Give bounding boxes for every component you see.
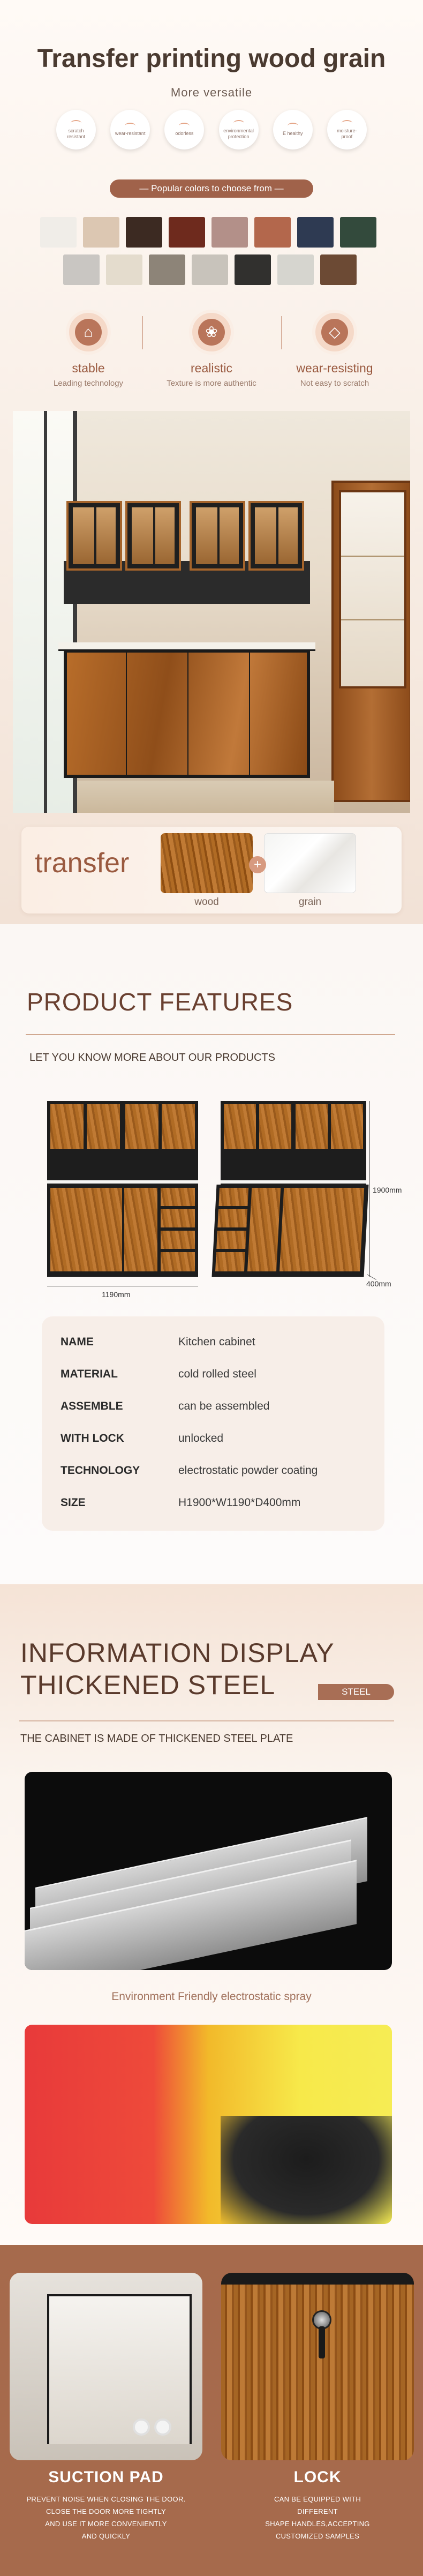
section-title	[20, 1637, 335, 1701]
key-icon	[319, 2326, 325, 2358]
divider	[142, 316, 143, 349]
lock-photo	[221, 2273, 414, 2460]
popular-colors-pill: — Popular colors to choose from —	[110, 179, 313, 198]
suction-pad	[154, 2418, 171, 2436]
spec-table	[42, 1316, 384, 1531]
cabinet-counter-left	[47, 1180, 198, 1185]
leaf-icon: ❀	[189, 310, 234, 355]
information-section	[0, 1584, 423, 2245]
divider	[26, 1034, 395, 1035]
steel-plate-photo	[25, 1772, 392, 1970]
feature-desc: Texture is more authentic	[167, 379, 256, 388]
hero-section	[0, 0, 423, 924]
spec-row: TECHNOLOGY electrostatic powder coating	[61, 1464, 318, 1477]
color-swatch	[212, 217, 248, 248]
wood-swatch	[161, 833, 253, 893]
depth-dimension: 400mm	[366, 1279, 391, 1288]
feature-row	[35, 310, 388, 401]
feature-stable	[35, 310, 142, 401]
feature-title: realistic	[191, 361, 232, 375]
cabinet-base-left	[47, 1185, 198, 1277]
transfer-word: transfer	[35, 848, 130, 879]
kitchen-photo	[13, 411, 410, 813]
color-swatch	[126, 217, 162, 248]
transfer-panel	[21, 827, 402, 913]
section-subtitle: LET YOU KNOW MORE ABOUT OUR PRODUCTS	[29, 1052, 275, 1064]
cabinet-niche-left	[47, 1152, 198, 1180]
feature-title: stable	[72, 361, 105, 375]
title-line-2: THICKENED STEEL	[20, 1670, 276, 1700]
lock-title: LOCK	[293, 2468, 342, 2486]
steel-pill: STEEL	[318, 1684, 394, 1700]
width-dimension: 1190mm	[102, 1290, 131, 1299]
cabinet-interior	[47, 2294, 192, 2444]
house-icon: ⌂	[66, 310, 111, 355]
color-swatch	[149, 254, 185, 285]
grain-label: grain	[298, 896, 322, 908]
title-line-1: INFORMATION DISPLAY	[20, 1638, 335, 1668]
color-swatch	[169, 217, 205, 248]
color-swatch	[235, 254, 271, 285]
cabinet-counter-right	[221, 1180, 366, 1185]
color-swatch	[63, 254, 100, 285]
badge-odorless: odorless	[164, 110, 204, 149]
plus-icon: +	[249, 856, 266, 873]
suction-pad	[133, 2418, 150, 2436]
color-swatch	[297, 217, 334, 248]
hero-title: Transfer printing wood grain	[37, 44, 386, 73]
diamond-icon: ◇	[312, 310, 357, 355]
badge-environmental: environmental protection	[219, 110, 259, 149]
suction-pad-title: SUCTION PAD	[48, 2468, 164, 2486]
details-section	[0, 2245, 423, 2576]
spec-row: ASSEMBLE can be assembled	[61, 1400, 270, 1412]
spec-row: NAME Kitchen cabinet	[61, 1336, 255, 1348]
swatch-row-1	[40, 217, 376, 248]
tall-cabinet	[331, 481, 410, 802]
upper-cabinet	[248, 501, 304, 571]
badge-scratch-resistant: scratch resistant	[56, 110, 96, 149]
upper-cabinet	[190, 501, 245, 571]
badge-moisture-proof: moisture-proof	[327, 110, 367, 149]
upper-cabinet	[66, 501, 122, 571]
spec-row: SIZE H1900*W1190*D400mm	[61, 1496, 301, 1509]
badge-wear-resistant: wear-resistant	[110, 110, 150, 149]
hero-subtitle: More versatile	[170, 86, 253, 99]
divider	[19, 1720, 394, 1721]
lock-desc: CAN BE EQUIPPED WITH DIFFERENT SHAPE HANDLES,ACCEPTING CUSTOMIZED SAMPLES	[265, 2495, 370, 2540]
feature-title: wear-resisting	[296, 361, 373, 375]
feature-realistic	[158, 310, 265, 401]
color-swatch	[340, 217, 376, 248]
floor	[77, 781, 334, 813]
suction-pad-photo	[10, 2273, 202, 2460]
cabinet-base-right	[212, 1185, 368, 1277]
spec-row: MATERIAL cold rolled steel	[61, 1368, 256, 1380]
cabinet-upper-right	[221, 1101, 366, 1152]
powder-spray-photo	[25, 2025, 392, 2224]
color-swatch	[106, 254, 142, 285]
product-features-section	[0, 924, 423, 1584]
color-swatch	[277, 254, 314, 285]
spec-row: WITH LOCK unlocked	[61, 1432, 224, 1444]
wood-label: wood	[194, 896, 219, 908]
cabinet-upper-left	[47, 1101, 198, 1152]
grain-swatch	[264, 833, 356, 893]
color-swatch	[83, 217, 119, 248]
badge-healthy: E healthy	[273, 110, 313, 149]
suction-pad-desc: PREVENT NOISE WHEN CLOSING THE DOOR. CLOSE THE DOOR MORE TIGHTLY AND USE IT MORE CONVENIENTLY AND QUICKLY	[26, 2495, 186, 2540]
section-title: PRODUCT FEATURES	[27, 988, 293, 1016]
upper-cabinet	[125, 501, 181, 571]
color-swatch	[40, 217, 77, 248]
feature-desc: Leading technology	[53, 379, 124, 388]
color-swatch	[254, 217, 291, 248]
height-dimension-line	[369, 1101, 370, 1277]
swatch-row-2	[63, 254, 357, 285]
section-subtitle: THE CABINET IS MADE OF THICKENED STEEL PLATE	[20, 1733, 293, 1744]
height-dimension: 1900mm	[373, 1186, 402, 1194]
feature-wear-resisting	[281, 310, 388, 401]
color-swatch	[320, 254, 357, 285]
color-swatch	[192, 254, 228, 285]
dark-powder	[221, 2116, 392, 2224]
cabinet-niche-right	[221, 1152, 366, 1180]
spray-caption: Environment Friendly electrostatic spray	[111, 1990, 312, 2003]
base-cabinet	[64, 649, 310, 778]
badge-row	[56, 110, 367, 153]
feature-desc: Not easy to scratch	[300, 379, 369, 388]
